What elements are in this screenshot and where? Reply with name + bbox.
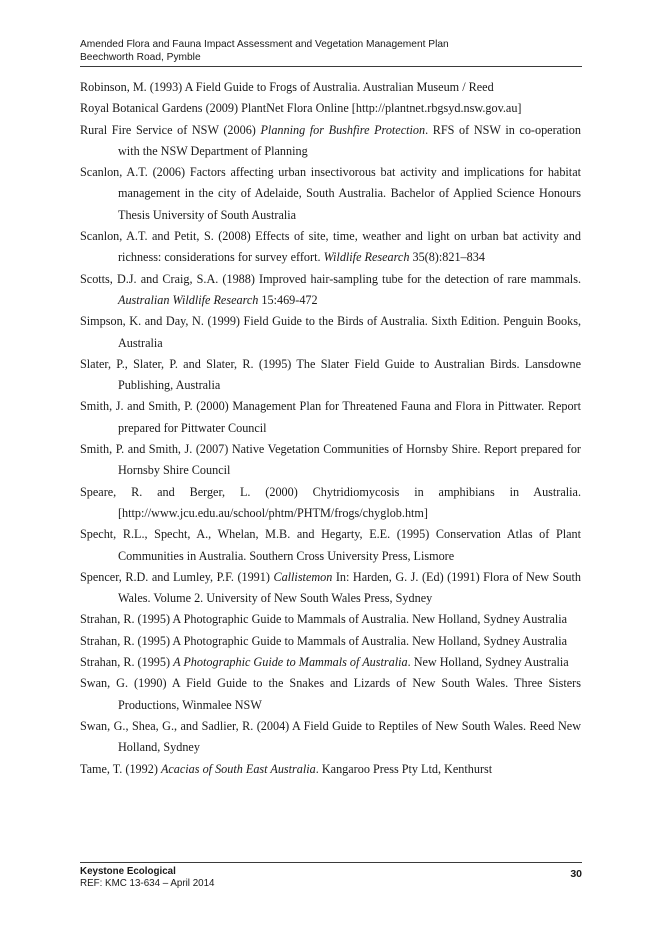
- reference-item: Royal Botanical Gardens (2009) PlantNet Flora Online [http://plantnet.rbgsyd.nsw.gov.au]: [80, 101, 522, 116]
- reference-list: [80, 77, 581, 780]
- reference-item: Smith, J. and Smith, P. (2000) Management Plan for Threatened Fauna and Flora in Pittwater. Report prepared for Pittwater Council: [80, 399, 581, 435]
- reference-item: Specht, R.L., Specht, A., Whelan, M.B. and Hegarty, E.E. (1995) Conservation Atlas of Plant Communities in Australia. Southern Cross University Press, Lismore: [80, 527, 581, 563]
- reference-item: Scanlon, A.T. and Petit, S. (2008) Effects of site, time, weather and light on urban bat activity and richness: considerations for survey effort. Wildlife Research 35(8):821–834: [80, 229, 581, 265]
- reference-item: Slater, P., Slater, P. and Slater, R. (1995) The Slater Field Guide to Australian Birds. Lansdowne Publishing, Australia: [80, 356, 581, 393]
- header-title: Amended Flora and Fauna Impact Assessment and Vegetation Management Plan: [80, 39, 449, 50]
- reference-item: Simpson, K. and Day, N. (1999) Field Guide to the Birds of Australia. Sixth Edition. Penguin Books, Australia: [80, 314, 581, 350]
- reference-item: Scanlon, A.T. (2006) Factors affecting urban insectivorous bat activity and implications for habitat management in the city of Adelaide, South Australia. Bachelor of Applied Science Honours Thesis University of South Australia: [80, 165, 581, 222]
- reference-item: Tame, T. (1992) Acacias of South East Australia. Kangaroo Press Pty Ltd, Kenthurst: [80, 761, 493, 776]
- footer-organisation: Keystone Ecological: [80, 866, 176, 877]
- header-divider: [80, 66, 582, 67]
- reference-item: Speare, R. and Berger, L. (2000) Chytridiomycosis in amphibians in Australia. [http://www.jcu.edu.au/school/phtm/PHTM/frogs/chyglob.htm]: [80, 484, 581, 520]
- reference-item: Swan, G. (1990) A Field Guide to the Snakes and Lizards of New South Wales. Three Sisters Productions, Winmalee NSW: [80, 676, 581, 712]
- reference-item: Scotts, D.J. and Craig, S.A. (1988) Improved hair-sampling tube for the detection of rare mammals. Australian Wildlife Research 15:469-472: [80, 271, 581, 307]
- reference-item: Robinson, M. (1993) A Field Guide to Frogs of Australia. Australian Museum / Reed: [80, 80, 494, 94]
- footer-divider: [80, 862, 582, 863]
- reference-item: Strahan, R. (1995) A Photographic Guide to Mammals of Australia. New Holland, Sydney Australia: [80, 612, 568, 627]
- page-number: 30: [570, 868, 582, 880]
- reference-item: Rural Fire Service of NSW (2006) Planning for Bushfire Protection. RFS of NSW in co-operation with the NSW Department of Planning: [80, 122, 581, 158]
- reference-item: Spencer, R.D. and Lumley, P.F. (1991) Callistemon In: Harden, G. J. (Ed) (1991) Flora of New South Wales. Volume 2. University of New South Wales Press, Sydney: [80, 569, 581, 606]
- header-subtitle: Beechworth Road, Pymble: [80, 52, 201, 63]
- reference-item: Strahan, R. (1995) A Photographic Guide to Mammals of Australia. New Holland, Sydney Australia: [80, 633, 568, 648]
- reference-item: Strahan, R. (1995) A Photographic Guide to Mammals of Australia. New Holland, Sydney Australia: [80, 655, 569, 670]
- reference-item: Smith, P. and Smith, J. (2007) Native Vegetation Communities of Hornsby Shire. Report prepared for Hornsby Shire Council: [80, 442, 581, 478]
- footer-reference: REF: KMC 13-634 – April 2014: [80, 878, 215, 889]
- page-footer: [80, 866, 582, 890]
- reference-item: Swan, G., Shea, G., and Sadlier, R. (2004) A Field Guide to Reptiles of New South Wales. Reed New Holland, Sydney: [80, 718, 581, 755]
- page-header: [80, 38, 582, 64]
